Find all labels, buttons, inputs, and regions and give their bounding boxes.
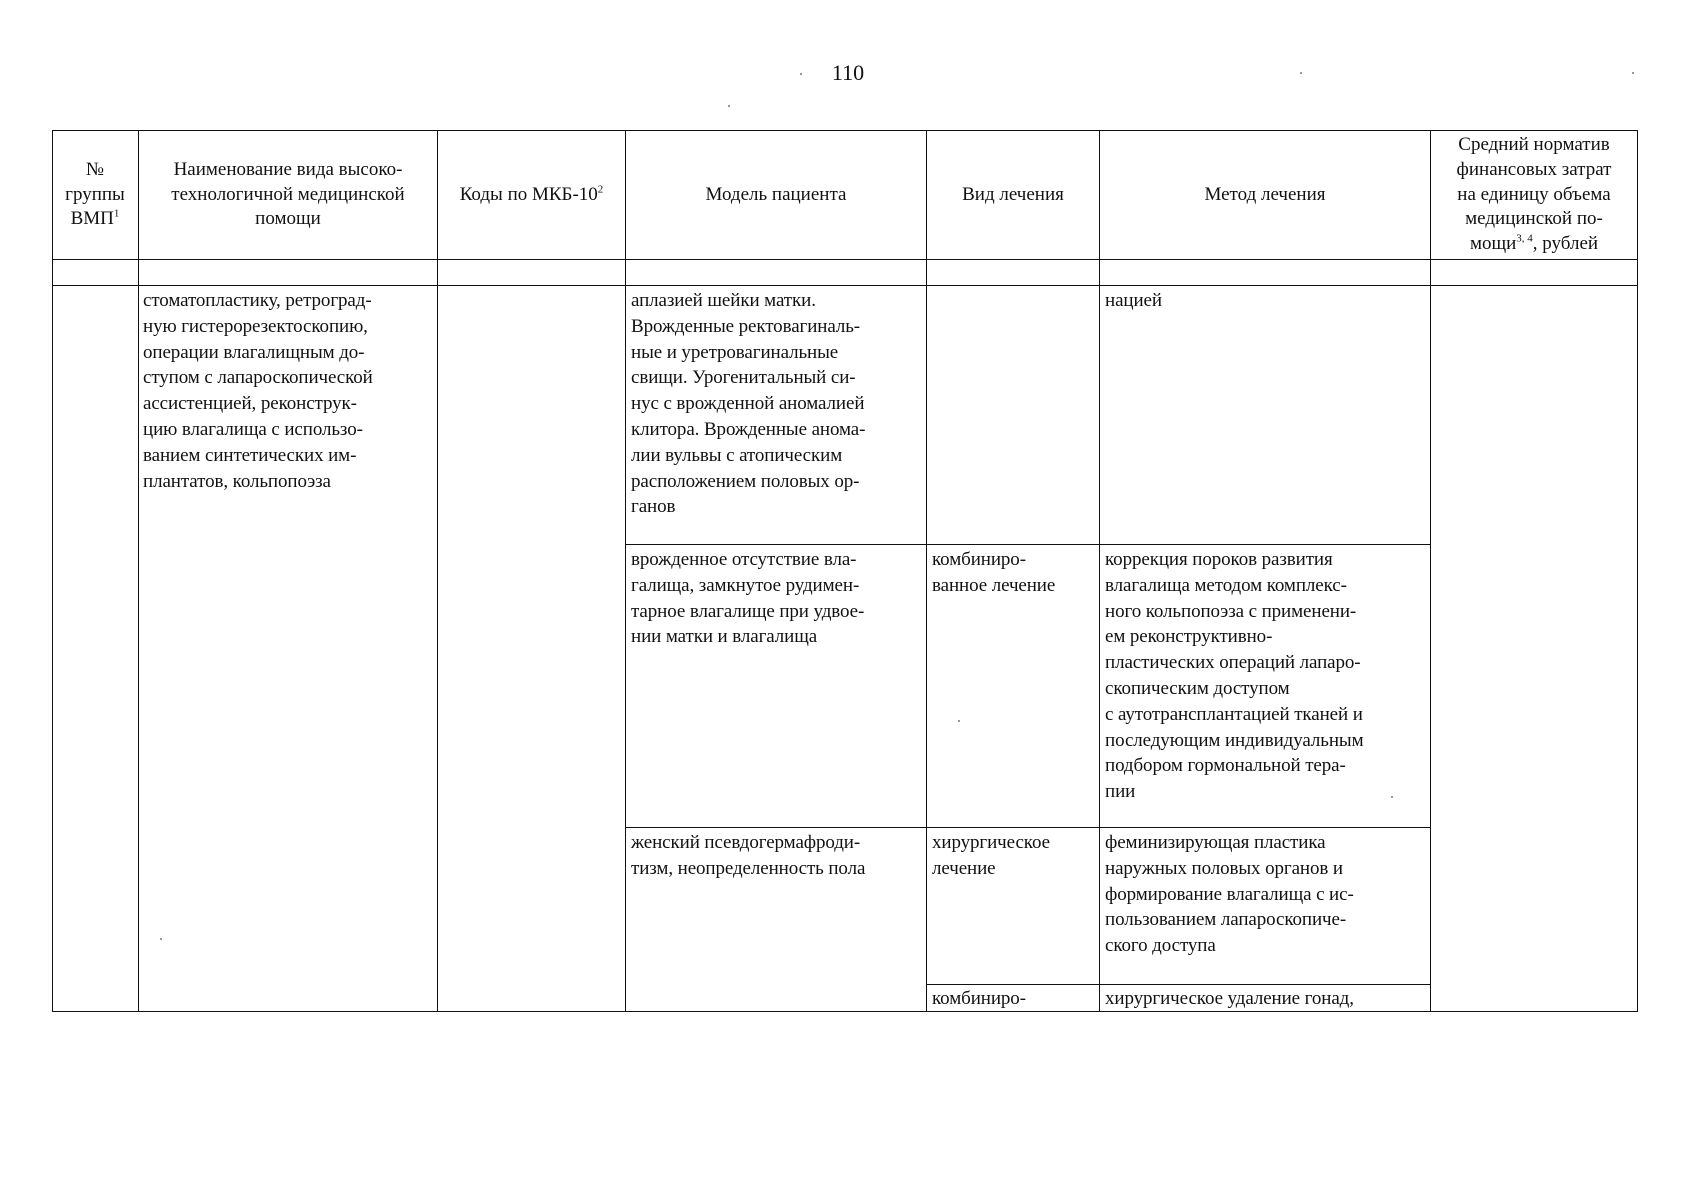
treatment-type-cell: комбиниро- ванное лечение: [932, 549, 1056, 596]
header-treatment-method: Метод лечения: [1204, 183, 1326, 205]
scan-speck: [1300, 72, 1302, 74]
scan-speck: [728, 105, 730, 107]
column-divider: [138, 130, 139, 1012]
treatment-method-cell: коррекция пороков развития влагалища методом комплекс- ного кольпопоэза с применени- ем реконструктивно- пластических операций лапаро- скопическим доступом с аутотрансплантацией тканей и последующим индивидуальным подбором гормональной тера- пии: [1105, 549, 1364, 803]
treatment-method-cell: хирургическое удаление гонад,: [1105, 988, 1354, 1009]
patient-model-cell: женский псевдогермафроди- тизм, неопределенность пола: [631, 832, 866, 879]
scan-speck: [1391, 796, 1393, 798]
header-treatment-type: Вид лечения: [962, 183, 1064, 205]
treatment-type-cell: комбиниро-: [932, 988, 1026, 1009]
scan-speck: [160, 938, 162, 940]
column-divider: [1099, 130, 1100, 1012]
scan-speck: [1632, 72, 1634, 74]
header-icd-codes: Коды по МКБ-$10^2$: [459, 183, 604, 205]
header-group-number: № группы ВМП$^1$: [65, 158, 125, 230]
page-number: 110: [831, 60, 865, 85]
header-patient-model: Модель пациента: [705, 183, 847, 205]
care-type-cell: стоматопластику, ретроград- ную гистерорезектоскопию, операции влагалищным до- ступом с лапароскопической ассистенцией, реконструк- цию влагалища с использо- ванием синтетических им- плантатов, кольпопоэза: [143, 290, 373, 492]
column-divider: [1430, 130, 1431, 1012]
column-divider: [926, 130, 927, 1012]
scan-speck: [958, 720, 960, 722]
row-divider: [625, 544, 1430, 545]
treatment-type-cell: хирургическое лечение: [932, 832, 1050, 879]
column-divider: [625, 130, 626, 1012]
patient-model-cell: врожденное отсутствие вла- галища, замкнутое рудимен- тарное влагалище при удвое- нии матки и влагалища: [631, 549, 865, 648]
header-spacer-rule: [52, 285, 1638, 286]
treatment-method-cell: феминизирующая пластика наружных половых органов и формирование влагалища с ис- пользованием лапароскопиче- ского доступа: [1105, 832, 1354, 957]
header-bottom-rule: [52, 259, 1638, 260]
header-cost: Средний норматив финансовых затрат на единицу объема медицинской по- мощи$^{3, 4}$, рублей: [1456, 134, 1612, 255]
column-divider: [437, 130, 438, 1012]
patient-model-cell: аплазией шейки матки. Врожденные ректовагиналь- ные и уретровагинальные свищи. Урогенитальный си- нус с врожденной аномалией клитора. Врожденные анома- лии вульвы с атопическим расположением половых ор- ганов: [631, 290, 866, 518]
treatment-method-cell: нацией: [1105, 290, 1162, 311]
header-care-type: Наименование вида высоко- технологичной медицинской помощи: [171, 158, 405, 230]
row-divider: [625, 827, 1430, 828]
scan-speck: [800, 73, 802, 75]
